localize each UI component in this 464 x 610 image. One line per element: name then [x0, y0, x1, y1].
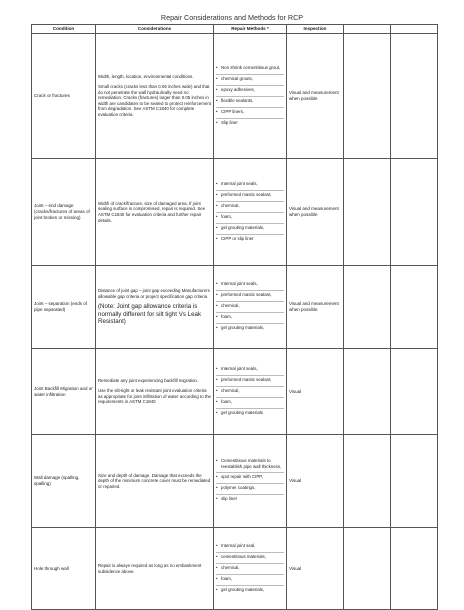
blank-cell: [391, 349, 438, 435]
considerations-cell: [96, 266, 214, 349]
method-item: [216, 235, 284, 245]
inspection-cell: Visual: [287, 349, 344, 435]
method-text: gel grouting materials: [221, 409, 263, 415]
consideration-note: (Note: Joint gap allowance criteria is normally different for silt tight Vs Leak Resistant): [98, 303, 202, 326]
header-blank-1: [344, 25, 391, 34]
method-text: polymer coatings,: [221, 484, 256, 490]
method-item: [216, 108, 284, 119]
method-item: [216, 365, 284, 376]
method-item: [216, 409, 284, 419]
blank-cell: [391, 266, 438, 349]
method-text: Internal joint seals,: [221, 281, 258, 286]
bullet-icon: •: [216, 64, 218, 70]
method-item: [216, 376, 284, 387]
methods-list: [216, 457, 284, 504]
method-item: [216, 291, 284, 302]
bullet-icon: •: [216, 398, 218, 404]
condition-cell: Joint – end damage (cracks/fractures of areas of joint broken or missing): [32, 159, 96, 266]
blank-cell: [391, 159, 438, 266]
method-text: CIPP liners,: [221, 108, 245, 114]
method-item: [216, 586, 284, 596]
method-item: [216, 473, 284, 484]
consideration-text: Distance of joint gap – joint gap exceeding Manufacturers allowable gap criteria or project specification gap criteria: [98, 288, 210, 299]
method-text: spot repair with CIPP,: [221, 473, 263, 479]
page-title: Repair Considerations and Methods for RCP: [160, 13, 304, 22]
bullet-icon: •: [216, 575, 218, 581]
blank-cell: [391, 34, 438, 159]
methods-list: [216, 180, 284, 245]
considerations-cell: [96, 349, 214, 435]
blank-cell: [391, 435, 438, 528]
inspection-cell: Visual: [287, 435, 344, 528]
bullet-icon: •: [216, 542, 218, 548]
blank-cell: [344, 349, 391, 435]
considerations-cell: [96, 435, 214, 528]
method-text: Internal joint seals,: [221, 365, 258, 371]
table-row: [32, 349, 438, 435]
bullet-icon: •: [216, 495, 218, 501]
bullet-icon: •: [216, 213, 218, 219]
method-item: [216, 202, 284, 213]
blank-cell: [344, 266, 391, 349]
method-text: gel grouting materials,: [221, 224, 265, 230]
bullet-icon: •: [216, 292, 218, 297]
method-text: Internal joint seal,: [221, 542, 256, 548]
method-item: [216, 484, 284, 495]
bullet-icon: •: [216, 180, 218, 186]
bullet-icon: •: [216, 325, 218, 330]
methods-cell: [214, 435, 287, 528]
table-row: [32, 435, 438, 528]
method-item: [216, 553, 284, 564]
method-text: Slip liner: [221, 119, 238, 125]
blank-cell: [344, 34, 391, 159]
table-row: [32, 528, 438, 610]
consideration-text: Width, length, location, environmental conditions.: [98, 74, 194, 80]
method-item: [216, 564, 284, 575]
header-blank-2: [391, 25, 438, 34]
blank-cell: [344, 528, 391, 610]
method-text: preformed mastic sealant,: [221, 191, 272, 197]
considerations-cell: [96, 159, 214, 266]
blank-cell: [391, 528, 438, 610]
header-row: [32, 25, 438, 34]
inspection-cell: Visual and measurement when possible: [287, 159, 344, 266]
bullet-icon: •: [216, 235, 218, 241]
methods-cell: [214, 349, 287, 435]
header-repair-methods: Repair Methods *: [214, 25, 287, 34]
bullet-icon: •: [216, 202, 218, 208]
bullet-icon: •: [216, 119, 218, 125]
bullet-icon: •: [216, 409, 218, 415]
method-item: [216, 542, 284, 553]
bullet-icon: •: [216, 75, 218, 81]
methods-cell: [214, 528, 287, 610]
method-text: foam,: [221, 314, 232, 319]
bullet-icon: •: [216, 473, 218, 479]
method-text: slip liner: [221, 495, 238, 501]
methods-cell: [214, 34, 287, 159]
table-row: [32, 159, 438, 266]
methods-cell: [214, 266, 287, 349]
method-item: [216, 280, 284, 291]
method-text: Cementitious materials to reestablish pipe wall thickness,: [221, 458, 282, 469]
bullet-icon: •: [216, 97, 218, 103]
consideration-text: Width of crack/fracture, size of damaged area. If joint sealing surface is compromised, repair is required. See ASTM C1840 for evaluation criteria and further repair details.: [98, 200, 206, 223]
header-inspection: Inspection: [287, 25, 344, 34]
consideration-text: Use the silt-tight or leak resistant joint evaluation criteria as appropriate for joint infiltration of water according to the requirements in ASTM C1840: [98, 387, 211, 405]
consideration-text: Remediate any joint experiencing backfill migration.: [98, 378, 199, 384]
method-text: cementitious materials,: [221, 553, 266, 559]
inspection-cell: Visual and measurement when possible: [287, 266, 344, 349]
method-item: [216, 119, 284, 129]
bullet-icon: •: [216, 191, 218, 197]
method-item: [216, 387, 284, 398]
table-row: [32, 34, 438, 159]
methods-list: [216, 365, 284, 419]
method-item: [216, 302, 284, 313]
repair-table: [31, 24, 438, 610]
method-text: preformed mastic sealant,: [221, 376, 272, 382]
method-text: gel grouting materials,: [221, 325, 265, 330]
method-item: [216, 97, 284, 108]
bullet-icon: •: [216, 458, 218, 464]
inspection-cell: Visual: [287, 528, 344, 610]
method-item: [216, 75, 284, 86]
bullet-icon: •: [216, 564, 218, 570]
method-text: flexible sealants,: [221, 97, 254, 103]
bullet-icon: •: [216, 586, 218, 592]
method-item: [216, 224, 284, 235]
condition-cell: Joint – separation (ends of pipe separated): [32, 266, 96, 349]
header-considerations: Considerations: [96, 25, 214, 34]
condition-cell: Hole through wall: [32, 528, 96, 610]
bullet-icon: •: [216, 224, 218, 230]
methods-list: [216, 542, 284, 596]
method-item: [216, 64, 284, 75]
method-text: CIPP or slip liner: [221, 235, 254, 241]
methods-cell: [214, 159, 287, 266]
bullet-icon: •: [216, 387, 218, 393]
method-item: [216, 495, 284, 505]
method-text: chemical,: [221, 303, 240, 308]
method-item: [216, 398, 284, 409]
method-item: [216, 313, 284, 324]
condition-cell: Crack or fractures: [32, 34, 96, 159]
considerations-cell: [96, 528, 214, 610]
method-text: chemical,: [221, 564, 240, 570]
bullet-icon: •: [216, 376, 218, 382]
method-text: foam,: [221, 398, 232, 404]
considerations-cell: [96, 34, 214, 159]
consideration-text: Small cracks (cracks less than 0.06 inches wide) and that do not penetrate the wall hydraulically need no remediation. Cracks (fractures) larger than 0.05 inches in width are candidates to be sealed to protect reinforcement from degradation. See ASTM C1840 for complete evaluation criteria.: [98, 83, 212, 118]
table-row: [32, 266, 438, 349]
blank-cell: [344, 159, 391, 266]
method-text: Non shrink cementitious grout,: [221, 64, 281, 70]
bullet-icon: •: [216, 365, 218, 371]
method-text: chemical,: [221, 387, 240, 393]
method-item: [216, 191, 284, 202]
method-text: epoxy adhesives,: [221, 86, 255, 92]
method-item: [216, 324, 284, 334]
consideration-text: Size and depth of damage. Damage that exceeds the depth of the minimum concrete cover must be remediated or repaired.: [98, 472, 211, 489]
method-item: [216, 575, 284, 586]
method-text: foam,: [221, 213, 232, 219]
method-item: [216, 180, 284, 191]
method-text: chemical,: [221, 202, 240, 208]
method-text: gel grouting materials,: [221, 586, 265, 592]
bullet-icon: •: [216, 303, 218, 308]
methods-list: [216, 64, 284, 129]
bullet-icon: •: [216, 281, 218, 286]
consideration-text: Repair is always required as long as no embankment subsidence above.: [98, 562, 202, 574]
header-condition: Condition: [32, 25, 96, 34]
condition-cell: Joint Backfill Migration and or water infiltration: [32, 349, 96, 435]
method-text: chemical grouts,: [221, 75, 253, 81]
bullet-icon: •: [216, 553, 218, 559]
method-text: preformed mastic sealant,: [221, 292, 272, 297]
bullet-icon: •: [216, 314, 218, 319]
bullet-icon: •: [216, 86, 218, 92]
methods-list: [216, 280, 284, 334]
inspection-cell: Visual and measurement when possible: [287, 34, 344, 159]
method-item: [216, 457, 284, 472]
blank-cell: [344, 435, 391, 528]
method-item: [216, 86, 284, 97]
bullet-icon: •: [216, 108, 218, 114]
bullet-icon: •: [216, 484, 218, 490]
method-text: foam,: [221, 575, 232, 581]
condition-cell: Wall damage (spalling, spalling): [32, 435, 96, 528]
method-text: Internal joint seals,: [221, 180, 258, 186]
method-item: [216, 213, 284, 224]
